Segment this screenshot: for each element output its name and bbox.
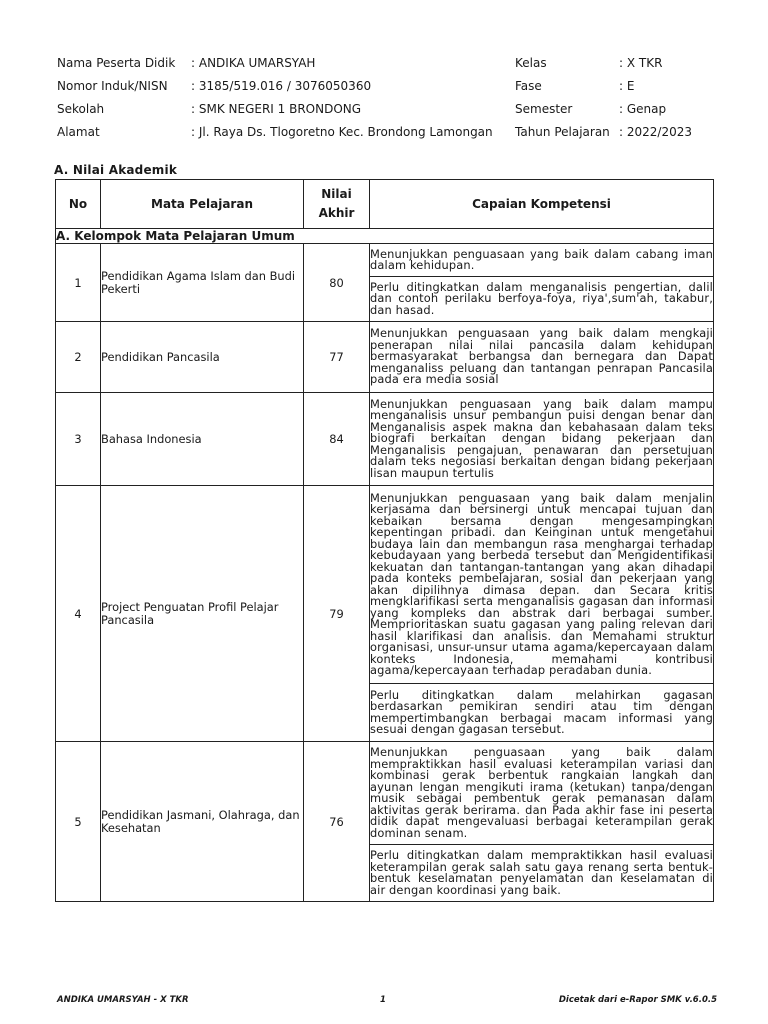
group-label: A. Kelompok Mata Pelajaran Umum [56,229,714,244]
table-header-row [56,180,714,229]
semester-value: : Genap [619,102,667,116]
nisn-label: Nomor Induk/NISN [57,79,168,93]
row-subject: Bahasa Indonesia [101,393,304,486]
nisn-value: : 3185/519.016 / 3076050360 [191,79,372,93]
row-score: 76 [304,742,370,902]
table-row [56,742,714,845]
row-subject: Pendidikan Agama Islam dan Budi Pekerti [101,244,304,322]
footer-page-number: 1 [380,995,386,1005]
table-row [56,393,714,486]
table-row [56,322,714,393]
school-label: Sekolah [57,102,105,116]
phase-value: : E [619,79,635,93]
semester-label: Semester [515,102,573,116]
row-no: 4 [56,486,101,742]
year-value: : 2022/2023 [619,125,692,139]
section-title: A. Nilai Akademik [54,163,177,177]
student-info [57,54,717,146]
name-value: : ANDIKA UMARSYAH [191,56,316,70]
row-desc: Menunjukkan penguasaan yang baik dalam cabang iman dalam kehidupan. [370,244,714,277]
header-no: No [56,180,101,229]
header-subject: Mata Pelajaran [101,180,304,229]
row-subject: Project Penguatan Profil Pelajar Pancasila [101,486,304,742]
footer-printed-by: Dicetak dari e-Rapor SMK v.6.0.5 [558,995,717,1005]
row-score: 77 [304,322,370,393]
row-subject: Pendidikan Pancasila [101,322,304,393]
row-desc: Menunjukkan penguasaan yang baik dalam mampu menganalisis unsur pembangun puisi dengan benar dan Menganalisis aspek makna dan kebahasaan dalam teks biografi berkaitan dengan bidang pekerjaan dan Menganalisis pengajuan, penawaran dan persetujuan dalam teks negosiasi berkaitan dengan bidang pekerjaan lisan maupun tertulis [370,393,714,486]
class-value: : X TKR [619,56,663,70]
class-label: Kelas [515,56,547,70]
row-desc-improve: Perlu ditingkatkan dalam menganalisis pengertian, dalil dan contoh perilaku berfoya-foya, riya',sum'ah, takabur, dan hasad. [370,277,714,322]
row-desc: Menunjukkan penguasaan yang baik dalam menjalin kerjasama dan bersinergi untuk mencapai tujuan dan kebaikan bersama dengan mengesampingkan kepentingan pribadi. dan Keinginan untuk mengetahui budaya lain dan membangun rasa menghargai terhadap kebudayaan yang berbeda tersebut dan Mengidentifikasi kekuatan dan tantangan-tantangan yang akan dihadapi pada konteks pembelajaran, sosial dan pekerjaan yang akan dipilihnya dimasa depan. dan Secara kritis mengklarifikasi serta menganalisis gagasan dan informasi yang kompleks dan abstrak dari berbagai sumber. Memprioritaskan suatu gagasan yang paling relevan dari hasil klarifikasi dan analisis. dan Memahami struktur organisasi, unsur-unsur utama agama/kepercayaan dalam konteks Indonesia, memahami kontribusi agama/kepercayaan terhadap peradaban dunia. [370,486,714,684]
group-row [56,229,714,244]
header-score-line2: Akhir [318,206,355,220]
row-no: 5 [56,742,101,902]
row-no: 1 [56,244,101,322]
info-row-school [57,100,717,123]
row-desc-improve: Perlu ditingkatkan dalam melahirkan gagasan berdasarkan pemikiran sendiri atau tim dengan mempertimbangkan berbagai macam informasi yang sesuai dengan gagasan tersebut. [370,684,714,742]
phase-label: Fase [515,79,542,93]
header-score-line1: Nilai [321,187,352,201]
table-row [56,244,714,277]
info-row-name [57,54,717,77]
info-row-address [57,123,717,146]
name-label: Nama Peserta Didik [57,56,176,70]
row-desc: Menunjukkan penguasaan yang baik dalam mempraktikkan hasil evaluasi keterampilan variasi dan kombinasi gerak berbentuk rangkaian langkah dan ayunan lengan mengikuti irama (ketukan) tanpa/dengan musik sebagai pembentuk gerak pemanasan dalam aktivitas gerak berirama. dan Pada akhir fase ini peserta didik dapat mengevaluasi berbagai keterampilan gerak dominan senam. [370,742,714,845]
header-score [304,180,370,229]
row-no: 3 [56,393,101,486]
address-value: : Jl. Raya Ds. Tlogoretno Kec. Brondong Lamongan [191,125,493,139]
row-no: 2 [56,322,101,393]
table-row [56,486,714,684]
page-footer [57,995,717,1009]
address-label: Alamat [57,125,100,139]
row-score: 79 [304,486,370,742]
school-value: : SMK NEGERI 1 BRONDONG [191,102,362,116]
row-score: 80 [304,244,370,322]
grades-table [55,179,714,902]
footer-student: ANDIKA UMARSYAH - X TKR [57,995,189,1005]
row-subject: Pendidikan Jasmani, Olahraga, dan Kesehatan [101,742,304,902]
row-score: 84 [304,393,370,486]
year-label: Tahun Pelajaran [515,125,610,139]
header-competency: Capaian Kompetensi [370,180,714,229]
row-desc: Menunjukkan penguasaan yang baik dalam mengkaji penerapan nilai nilai pancasila dalam kehidupan bermasyarakat berbangsa dan bernegara dan Dapat menganaliss peluang dan tantangan penrapan Pancasila pada era media sosial [370,322,714,393]
info-row-nisn [57,77,717,100]
row-desc-improve: Perlu ditingkatkan dalam mempraktikkan hasil evaluasi keterampilan gerak salah satu gaya renang serta bentuk-bentuk keselamatan penyelamatan dan keselamatan di air dengan koordinasi yang baik. [370,845,714,902]
